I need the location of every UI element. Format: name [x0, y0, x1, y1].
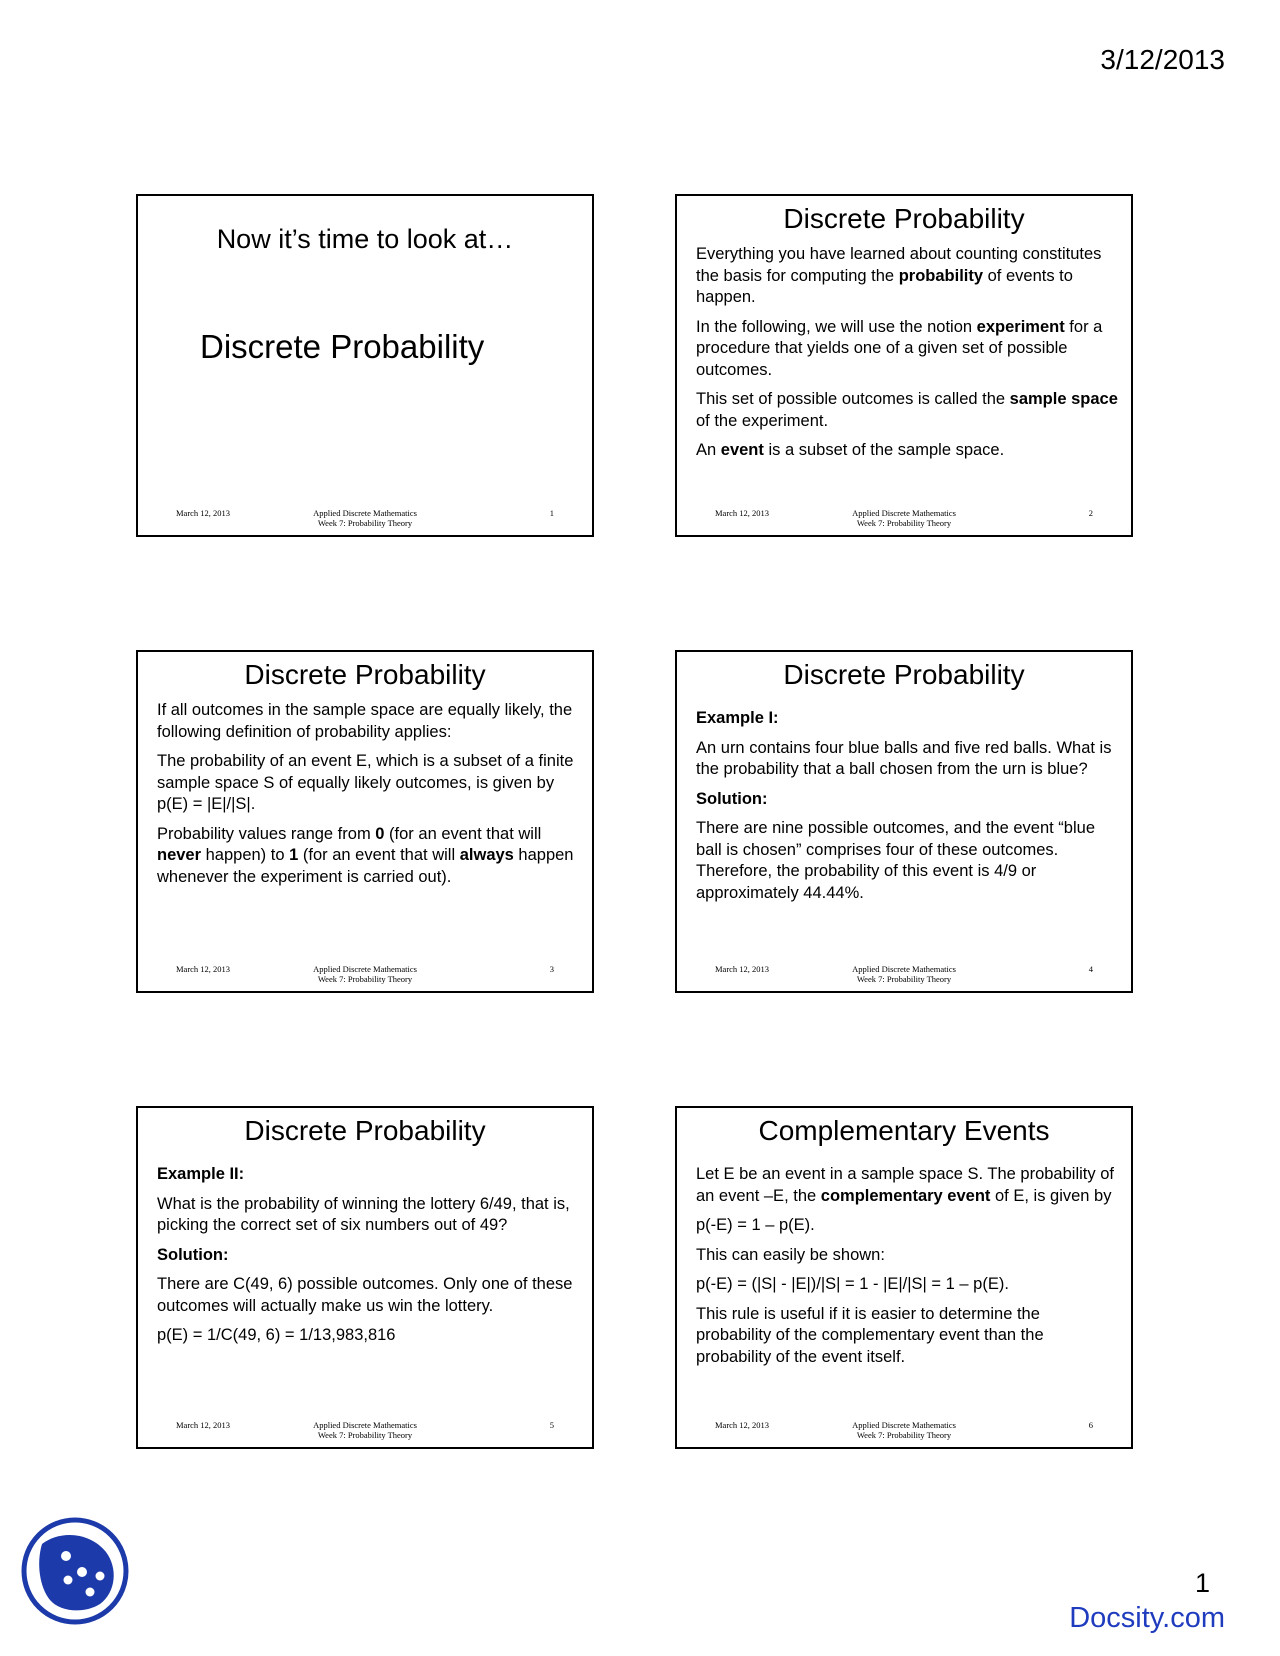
slide-title: Discrete Probability: [783, 659, 1025, 690]
page-date: 3/12/2013: [1100, 44, 1225, 75]
solution-label: Solution:: [157, 1245, 229, 1264]
solution-label: Solution:: [696, 789, 768, 808]
slide-number: 6: [1088, 1420, 1093, 1430]
footer-date: March 12, 2013: [176, 964, 231, 974]
paragraph: This can easily be shown:: [696, 1245, 885, 1264]
slide-intro-text: Now it’s time to look at…: [216, 224, 514, 254]
example-label: Example I:: [696, 709, 779, 727]
paragraph: An urn contains four blue balls and five red balls. What is the probability that a ball chosen from the urn is blue?: [696, 738, 1112, 778]
slide-number: 2: [1088, 508, 1093, 518]
footer-date: March 12, 2013: [176, 508, 231, 518]
example-label: Example II:: [157, 1165, 245, 1183]
footer-course: Applied Discrete Mathematics Week 7: Probability Theory: [852, 964, 956, 984]
slide-footer: [138, 964, 592, 986]
paragraph: This set of possible outcomes is called the sample space of the experiment.: [696, 390, 1118, 430]
slide-number: 1: [549, 508, 554, 518]
slide-5: [136, 1106, 594, 1449]
paragraph: Everything you have learned about counting constitutes the basis for computing the probability of events to happen.: [696, 245, 1102, 306]
slide-footer: [677, 964, 1131, 986]
formula: p(E) = 1/C(49, 6) = 1/13,983,816: [157, 1326, 396, 1344]
slide-footer: [138, 508, 592, 530]
paragraph: Probability values range from 0 (for an event that will never happen) to 1 (for an event that will always happen whenever the experiment is carried out).: [157, 824, 574, 886]
paragraph: Let E be an event in a sample space S. The probability of an event –E, the complementary event of E, is given by: [696, 1165, 1114, 1205]
footer-course: Applied Discrete Mathematics Week 7: Probability Theory: [313, 1420, 417, 1440]
slide-title: Discrete Probability: [244, 1115, 486, 1146]
paragraph: This rule is useful if it is easier to determine the probability of the complementary event than the probability of the event itself.: [696, 1304, 1044, 1366]
docsity-brand-link[interactable]: Docsity.com: [1069, 1602, 1225, 1634]
docsity-logo-icon: [20, 1516, 130, 1626]
slide-1: [136, 194, 594, 537]
paragraph: An event is a subset of the sample space.: [696, 441, 1005, 459]
footer-course: Applied Discrete Mathematics Week 7: Probability Theory: [852, 1420, 956, 1440]
footer-date: March 12, 2013: [176, 1420, 231, 1430]
slide-footer: [677, 508, 1131, 530]
paragraph: What is the probability of winning the lottery 6/49, that is, picking the correct set of six numbers out of 49?: [157, 1194, 570, 1234]
footer-date: March 12, 2013: [715, 964, 770, 974]
slide-body: [696, 1156, 1119, 1376]
slide-body: [157, 1156, 580, 1355]
slide-number: 3: [549, 964, 554, 974]
paragraph: In the following, we will use the notion experiment for a procedure that yields one of a given set of possible outcomes.: [696, 317, 1103, 379]
slide-3: [136, 650, 594, 993]
footer-date: March 12, 2013: [715, 508, 770, 518]
slide-footer: [138, 1420, 592, 1442]
paragraph: If all outcomes in the sample space are equally likely, the following definition of probability applies:: [157, 701, 573, 741]
page-number: 1: [1194, 1568, 1210, 1598]
footer-date: March 12, 2013: [715, 1420, 770, 1430]
formula: p(-E) = (|S| - |E|)/|S| = 1 - |E|/|S| = 1 – p(E).: [696, 1275, 1009, 1293]
slide-2: [675, 194, 1133, 537]
paragraph: The probability of an event E, which is a subset of a finite sample space S of equally likely outcomes, is given by p(E) = |E|/|S|.: [157, 752, 574, 813]
slide-footer: [677, 1420, 1131, 1442]
slide-body: [696, 700, 1119, 912]
paragraph: There are C(49, 6) possible outcomes. Only one of these outcomes will actually make us win the lottery.: [157, 1275, 573, 1315]
slide-topic-title: Discrete Probability: [200, 328, 485, 365]
slide-body: [157, 700, 580, 896]
footer-course: Applied Discrete Mathematics Week 7: Probability Theory: [313, 508, 417, 528]
paragraph: There are nine possible outcomes, and the event “blue ball is chosen” comprises four of these outcomes. Therefore, the probability of this event is 4/9 or approximately 44.44%.: [696, 819, 1095, 902]
slide-4: [675, 650, 1133, 993]
footer-course: Applied Discrete Mathematics Week 7: Probability Theory: [313, 964, 417, 984]
slide-number: 5: [549, 1420, 554, 1430]
slide-title: Complementary Events: [758, 1115, 1050, 1146]
slide-body: [696, 244, 1119, 470]
slide-6: [675, 1106, 1133, 1449]
footer-course: Applied Discrete Mathematics Week 7: Probability Theory: [852, 508, 956, 528]
formula: p(-E) = 1 – p(E).: [696, 1216, 815, 1234]
slide-title: Discrete Probability: [783, 203, 1025, 234]
slide-number: 4: [1088, 964, 1093, 974]
slide-title: Discrete Probability: [244, 659, 486, 690]
